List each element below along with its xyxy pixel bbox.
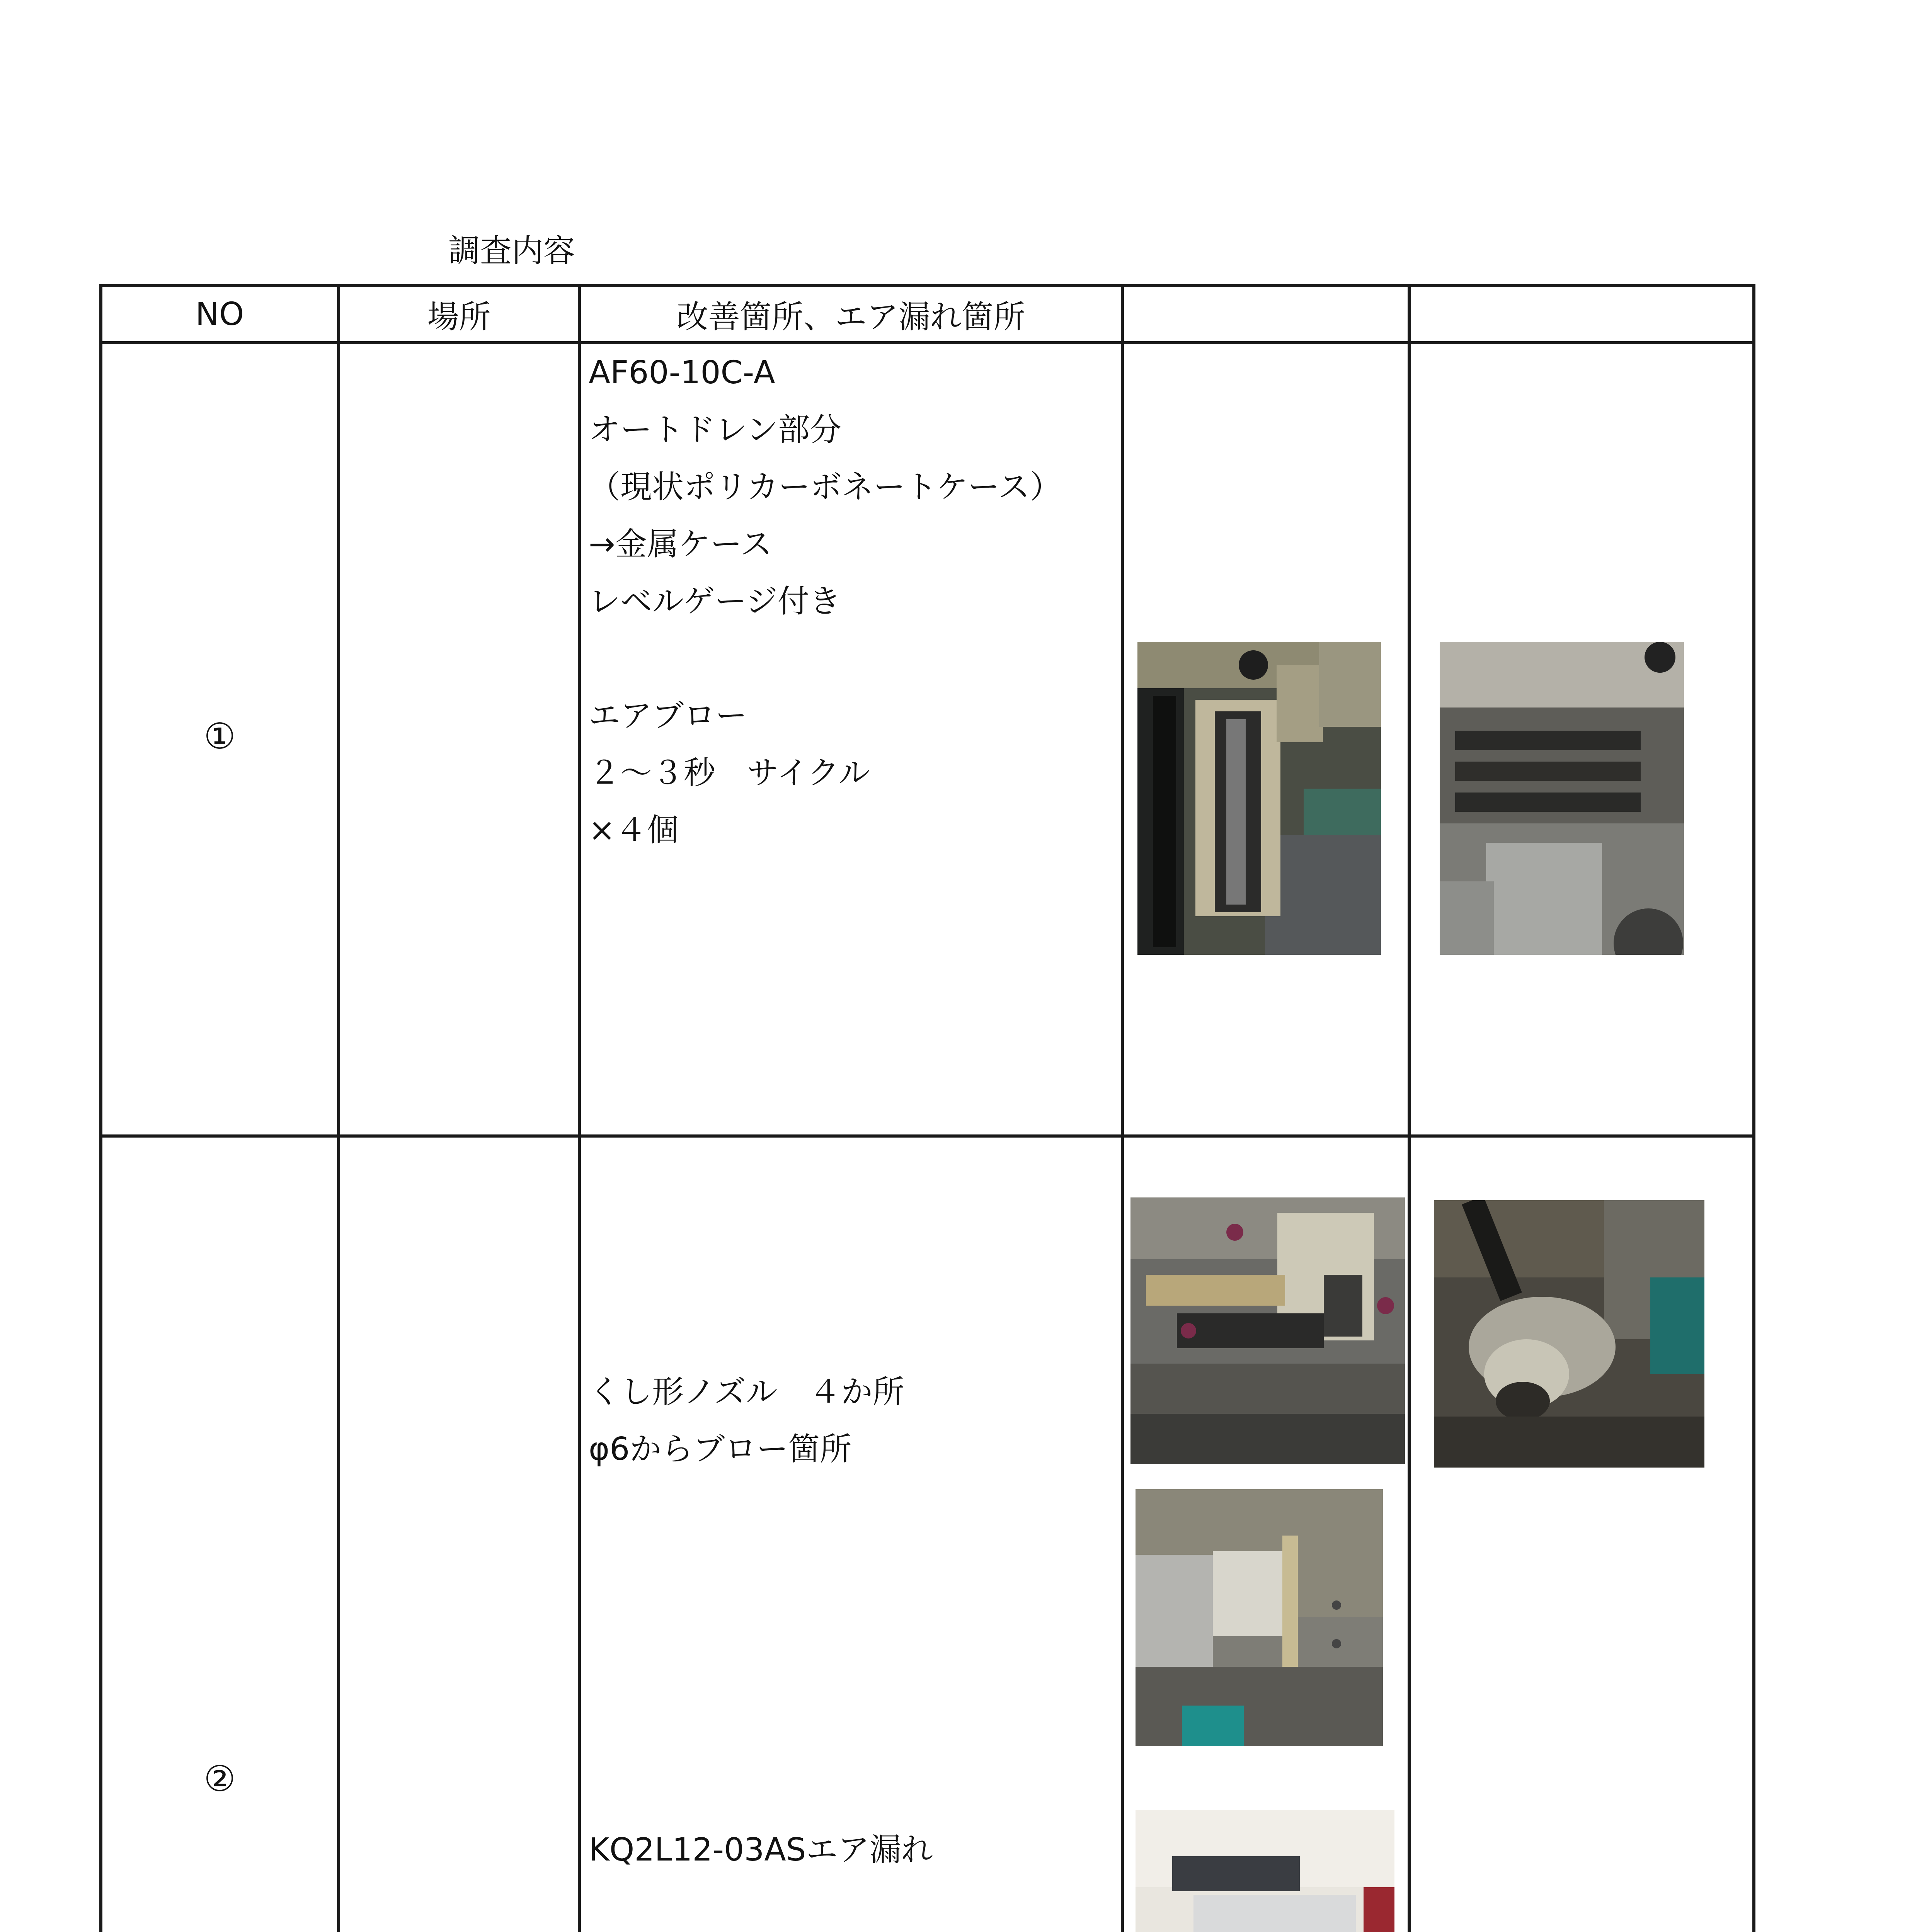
detail-line: →金属ケース [589,526,772,563]
header-no: NO [101,286,339,343]
machine-photo [1440,642,1684,955]
cell-photo-2 [1409,343,1754,1136]
header-photo-2 [1409,286,1754,343]
detail-line: （現状ポリカーボネートケース） [589,469,1062,505]
detail-line: KQ2L12-03ASエア漏れ [589,1832,933,1868]
filter-regulator-photo [1136,1810,1394,1932]
cell-no [101,1136,339,1932]
nozzle-closeup-photo [1434,1200,1704,1468]
header-photo-1 [1122,286,1409,343]
detail-line: エアブロー [589,697,747,734]
cell-place [339,343,579,1136]
cell-no [101,343,339,1136]
cell-place [339,1136,579,1932]
detail-line: ×４個 [589,812,679,849]
table-row [101,1136,1754,1932]
table-row [101,343,1754,1136]
survey-table [99,284,1755,1932]
nozzle-photo [1130,1197,1405,1464]
cell-photo-1 [1122,1136,1409,1932]
detail-line: ２～３秒 サイクル [589,755,870,791]
detail-line: φ6からブロー箇所 [589,1431,852,1468]
machine-photo [1137,642,1381,955]
row-number: ② [204,1758,236,1799]
cell-photo-1 [1122,343,1409,1136]
cell-detail [579,343,1122,1136]
nozzle-photo [1136,1489,1383,1746]
detail-line: くし形ノズル ４か所 [589,1374,904,1410]
header-detail: 改善箇所、エア漏れ箇所 [579,286,1122,343]
cell-detail [579,1136,1122,1932]
detail-line: レベルゲージ付き [589,583,841,620]
detail-line: オートドレン部分 [589,412,841,448]
row-number: ① [204,716,236,757]
header-place: 場所 [339,286,579,343]
table-header-row [101,286,1754,343]
detail-line: AF60-10C-A [589,354,775,391]
cell-photo-2 [1409,1136,1754,1932]
document-title: 調査内容 [448,233,575,269]
